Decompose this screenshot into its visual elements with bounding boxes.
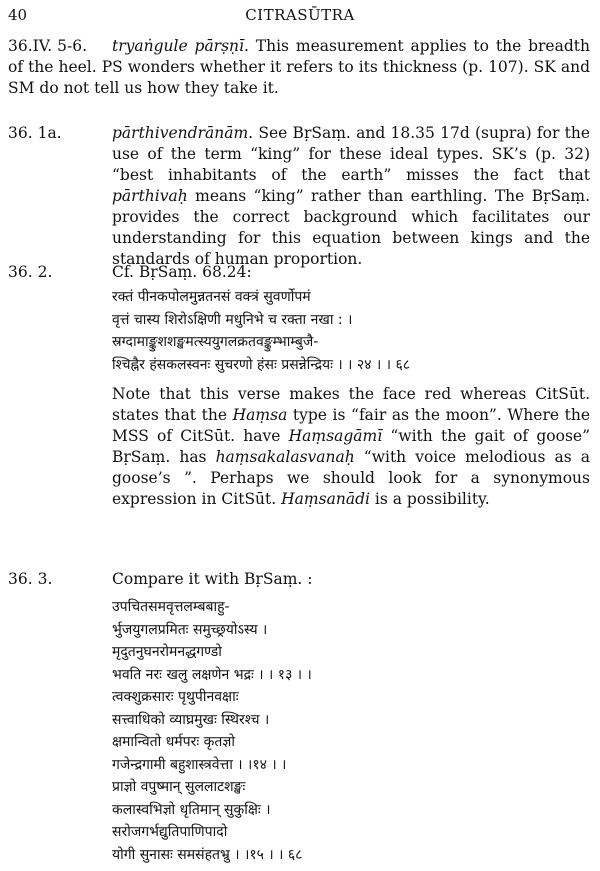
entry-term: haṃsakalasvanaḥ (215, 448, 355, 466)
verse-line: क्षमान्वितो धर्मपरः कृतज्ञो (112, 734, 235, 750)
page-number: 40 (8, 6, 28, 24)
entry-term: Haṃsagāmī (288, 427, 383, 445)
note-entry (8, 569, 590, 866)
running-title: CITRASŪTRA (245, 6, 355, 24)
entry-intro: Cf. BṛSaṃ. 68.24: (112, 263, 252, 281)
entry-term: pārthivaḥ (112, 187, 188, 205)
verse-line: वृत्तं चास्य शिरोऽक्षिणी मधुनिभे च रक्ता नखा : । (112, 311, 353, 328)
verse-line: सत्त्वाधिको व्याघ्रमुखः स्थिरश्च । (112, 711, 270, 728)
entry-ref: 36. 1a. (8, 124, 62, 142)
entry-body: . This measurement applies to the breadth of the heel. PS wonders whether it refers to its thickness (p. 107). SK and SM do not tell us how they take it. (8, 37, 590, 97)
sanskrit-verse (112, 596, 590, 866)
verse-line: कलास्वभिज्ञो धृतिमान् सुकुक्षिः । (112, 801, 271, 818)
note-entry (8, 123, 590, 270)
entry-body: is a possibility. (369, 490, 490, 508)
verse-line: प्राज्ञो वपुष्मान् सुललाटशङ्खः (112, 779, 246, 795)
entry-term: tryaṅgule pārṣṇī (112, 37, 244, 55)
entry-intro: Compare it with BṛSaṃ. : (112, 570, 313, 588)
verse-line: स्रग्दामाङ्कुशशङ्खमत्स्ययुगलक्रतवङ्कुम्भाम्बुजै- (112, 334, 319, 350)
entry-term: pārthivendrānām (112, 124, 249, 142)
verse-line: रक्तं पीनकपोलमुन्नतनसं वक्त्रं सुवर्णोपमं (112, 289, 311, 305)
entry-ref: 36. 2. (8, 263, 53, 281)
entry-body: “with the gait of goose” BṛSaṃ. has (112, 427, 590, 466)
entry-text (8, 36, 590, 99)
page-header (0, 6, 600, 26)
verse-line: योगी सुनासः समसंहतभ्रु । ।१५ । । ६८ (112, 846, 303, 863)
entry-text (112, 123, 590, 270)
entry-note (112, 384, 590, 510)
note-entry (8, 36, 590, 99)
verse-line: र्भुजयुगलप्रमितः समुच्छ्रयोऽस्य । (112, 621, 268, 638)
entry-body: Note that this verse makes the face red whereas CitSūt. states that the (112, 385, 590, 424)
note-entry (8, 262, 590, 510)
entry-term: Haṃsa (232, 406, 288, 424)
entry-ref: 36.IV. 5-6. (8, 37, 87, 55)
verse-line: सरोजगर्भद्युतिपाणिपादो (112, 824, 228, 840)
verse-line: मृदुतनुघनरोमनद्धगण्डो (112, 644, 222, 660)
entry-body: means “king” rather than earthling. The BṛSaṃ. provides the correct background which facilitates our understanding for this equation between kings and the standards of human proportion. (112, 187, 590, 268)
entry-ref: 36. 3. (8, 570, 53, 588)
verse-line: त्वक्शुक्रसारः पृथुपीनवक्षाः (112, 689, 239, 705)
entry-term: Haṃsanādi (281, 490, 370, 508)
verse-line: उपचितसमवृत्तलम्बबाहु- (112, 599, 230, 615)
entry-body: . See BṛSaṃ. and 18.35 17d (supra) for the use of the term “king” for these ideal types. SK’s (p. 32) “best inhabitants of the earth” misses the fact that (112, 124, 590, 184)
entry-body: “with voice melodious as a goose’s ”. Perhaps we should look for a synonymous expression in CitSūt. (112, 448, 590, 508)
verse-line: भवति नरः खलु लक्षणेन भद्रः । । १३ । । (112, 666, 312, 683)
entry-body: type is “fair as the moon”. Where the MSS of CitSūt. have (112, 406, 590, 445)
verse-line: गजेन्द्रगामी बहुशास्त्रवेत्ता । ।१४ । । (112, 756, 287, 773)
sanskrit-verse (112, 286, 590, 376)
verse-line: श्चिह्नैर हंसकलस्वनः सुचरणो हंसः प्रसन्नेन्द्रियः । । २४ । । ६८ (112, 356, 411, 373)
